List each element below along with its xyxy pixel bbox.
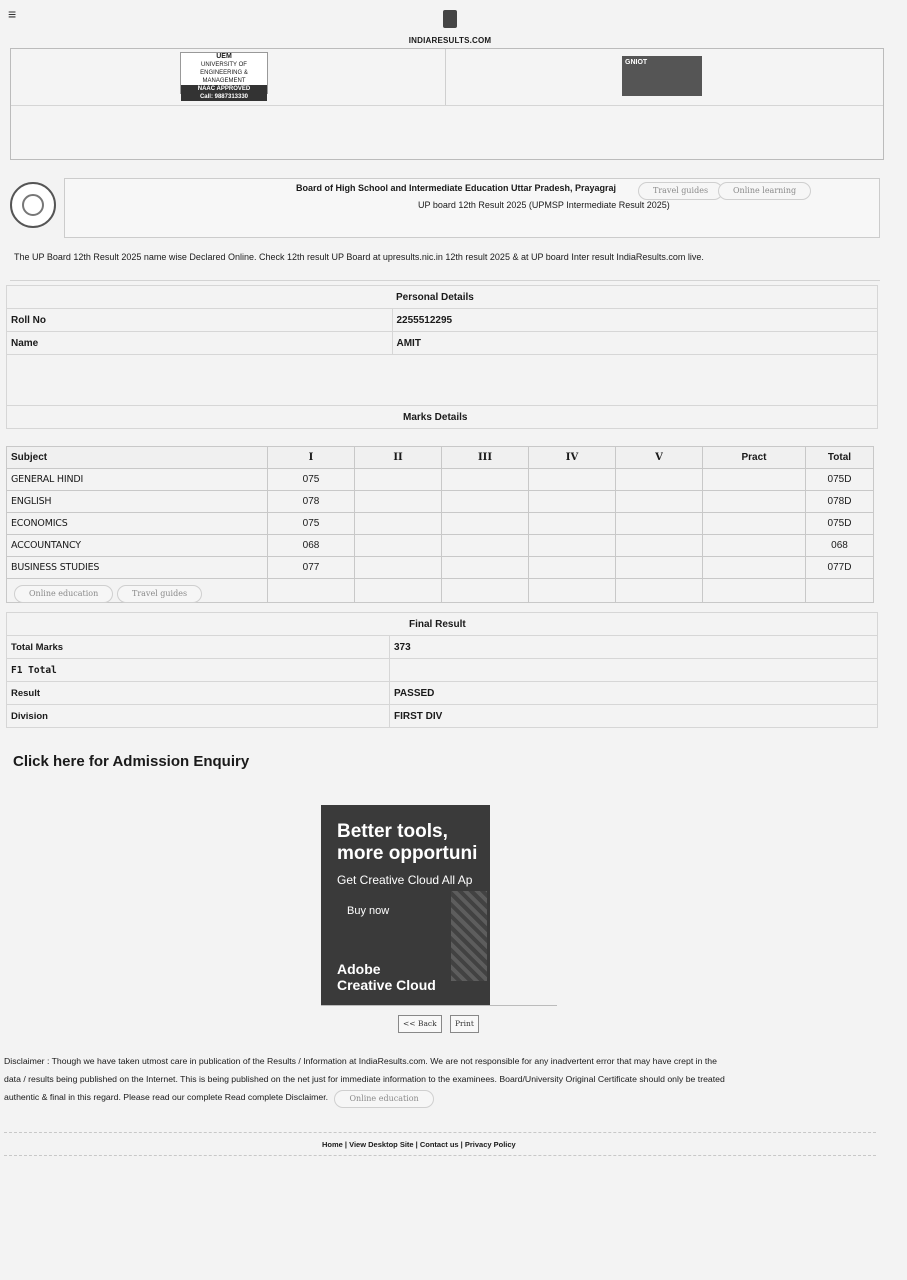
uem-ad[interactable]: UEM UNIVERSITY OF ENGINEERING & MANAGEMENT NAAC APPROVED Call: 9887313330 (180, 52, 268, 94)
final-result-heading: Final Result (7, 613, 878, 636)
roll-no-label: Roll No (7, 309, 393, 332)
pill-travel-guides-2[interactable]: Travel guides (117, 585, 202, 603)
roll-no-value: 2255512295 (392, 309, 878, 332)
buy-now-button[interactable]: Buy now (347, 905, 390, 917)
result-value: PASSED (390, 682, 878, 705)
intro-text: The UP Board 12th Result 2025 name wise Declared Online. Check 12th result UP Board at upresults.nic.in 12th result 2025 & at UP board Inter result IndiaResults.com live. (14, 252, 704, 262)
table-row: BUSINESS STUDIES 077 077D (7, 557, 874, 579)
col-i: I (268, 447, 355, 469)
col-subject: Subject (7, 447, 268, 469)
logo-mark-icon (443, 10, 457, 28)
table-row: GENERAL HINDI 075 075D (7, 469, 874, 491)
division-value: FIRST DIV (390, 705, 878, 728)
total-marks-label: Total Marks (7, 636, 390, 659)
pill-travel-guides[interactable]: Travel guides (638, 182, 723, 200)
back-button[interactable]: << Back (398, 1015, 442, 1033)
up-board-emblem-icon (10, 182, 56, 228)
f1-total-label: F1 Total (7, 659, 390, 682)
name-label: Name (7, 332, 393, 355)
col-iv: IV (529, 447, 616, 469)
print-button[interactable]: Print (450, 1015, 479, 1033)
result-label: Result (7, 682, 390, 705)
table-row: ENGLISH 078 078D (7, 491, 874, 513)
board-title: Board of High School and Intermediate Education Uttar Pradesh, Prayagraj (296, 183, 617, 193)
admission-enquiry-link[interactable]: Click here for Admission Enquiry (13, 753, 250, 770)
col-iii: III (442, 447, 529, 469)
col-v: V (616, 447, 703, 469)
f1-total-value (390, 659, 878, 682)
table-row: ACCOUNTANCY 068 068 (7, 535, 874, 557)
col-ii: II (355, 447, 442, 469)
pill-online-learning[interactable]: Online learning (718, 182, 811, 200)
adobe-creative-cloud-ad[interactable]: Better tools, more opportuni Get Creative Cloud All Ap Buy now Adobe Creative Cloud (321, 805, 490, 1005)
total-marks-value: 373 (390, 636, 878, 659)
hamburger-icon[interactable]: ≡ (8, 6, 17, 22)
division-label: Division (7, 705, 390, 728)
marks-table (6, 446, 874, 603)
marks-details-heading: Marks Details (7, 406, 878, 429)
ad-banner-area (10, 48, 884, 160)
pill-online-education-2[interactable]: Online education (334, 1090, 433, 1108)
personal-details-heading: Personal Details (392, 286, 878, 309)
col-pract: Pract (703, 447, 806, 469)
site-logo[interactable]: INDIARESULTS.COM (390, 10, 510, 48)
final-result-table (6, 612, 878, 728)
gniot-ad[interactable]: GNIOT (622, 56, 702, 96)
footer-links[interactable]: Home | View Desktop Site | Contact us | Privacy Policy (322, 1140, 516, 1149)
table-row: ECONOMICS 075 075D (7, 513, 874, 535)
marks-header-row (7, 447, 874, 469)
pill-online-education[interactable]: Online education (14, 585, 113, 603)
col-total: Total (806, 447, 874, 469)
ad-artwork (451, 891, 487, 981)
name-value: AMIT (392, 332, 878, 355)
disclaimer: Disclaimer : Though we have taken utmost care in publication of the Results / Information at IndiaResults.com. We are not responsible for any inadvertent error that may have crept in the data / results being published on the Internet. This is being published on the net just for immediate information to the examinees. Board/University Original Certificate should only be treated authentic & final in this regard. Please read our complete Read complete Disclaimer. Online education (4, 1052, 864, 1107)
board-subtitle: UP board 12th Result 2025 (UPMSP Intermediate Result 2025) (418, 200, 670, 210)
personal-details-table (6, 285, 878, 429)
